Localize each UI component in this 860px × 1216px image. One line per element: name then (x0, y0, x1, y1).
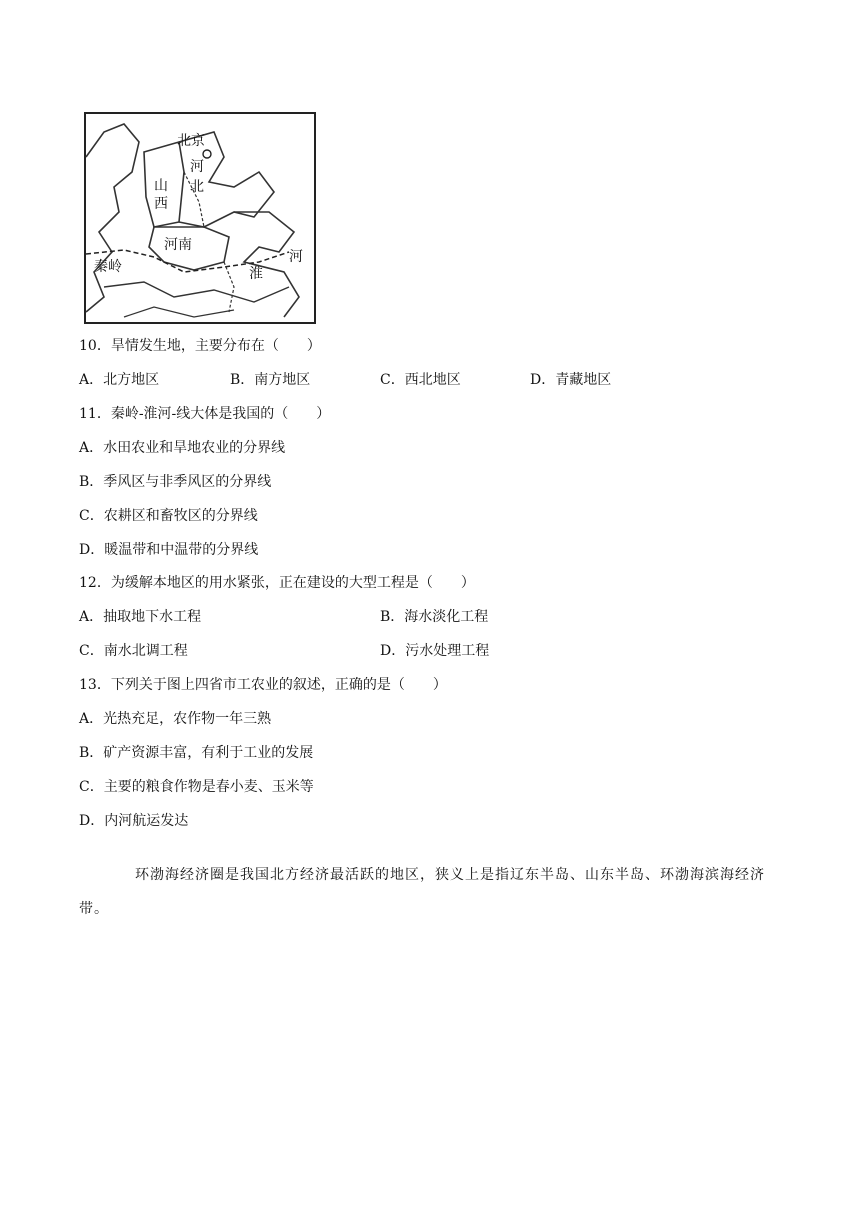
question-11-option-c: C．农耕区和畜牧区的分界线 (79, 508, 258, 524)
question-11-option-a: A．水田农业和旱地农业的分界线 (79, 440, 286, 456)
map-label-shanxi-2: 西 (154, 196, 168, 212)
question-13-stem: 13．下列关于图上四省市工农业的叙述，正确的是（ ） (79, 677, 447, 693)
question-12-option-d: D．污水处理工程 (380, 643, 490, 659)
question-13-option-b: B．矿产资源丰富，有利于工业的发展 (79, 745, 314, 761)
question-12-option-a: A．抽取地下水工程 (79, 609, 202, 625)
question-10-option-d: D．青藏地区 (530, 372, 612, 388)
question-11-option-b: B．季风区与非季风区的分界线 (79, 474, 272, 490)
question-13-option-a: A．光热充足，农作物一年三熟 (79, 711, 272, 727)
map-label-henan: 河南 (164, 237, 192, 253)
map-label-hebei-2: 北 (190, 179, 204, 195)
map-label-beijing: 北京 (177, 133, 205, 149)
map-label-huai: 淮 (249, 266, 263, 282)
question-11-option-d: D．暖温带和中温带的分界线 (79, 542, 259, 558)
question-10-option-a: A．北方地区 (79, 372, 160, 388)
question-12-option-b: B．海水淡化工程 (380, 609, 489, 625)
map-label-he: 河 (289, 249, 303, 265)
map-label-qinling: 秦岭 (94, 259, 122, 275)
question-12-option-c: C．南水北调工程 (79, 643, 188, 659)
question-13-option-c: C．主要的粮食作物是春小麦、玉米等 (79, 779, 314, 795)
question-13-option-d: D．内河航运发达 (79, 813, 189, 829)
question-10-option-b: B．南方地区 (230, 372, 311, 388)
region-map (84, 112, 316, 324)
question-11-stem: 11．秦岭-淮河-线大体是我国的（ ） (79, 406, 331, 422)
map-label-hebei-1: 河 (190, 159, 204, 175)
map-label-shanxi-1: 山 (154, 178, 168, 194)
question-10-option-c: C．西北地区 (380, 372, 461, 388)
passage-text: 环渤海经济圈是我国北方经济最活跃的地区，狭义上是指辽东半岛、山东半岛、环渤海滨海经济带。 (79, 867, 765, 917)
question-10-stem: 10．旱情发生地，主要分布在（ ） (79, 338, 321, 354)
question-12-stem: 12．为缓解本地区的用水紧张，正在建设的大型工程是（ ） (79, 575, 475, 591)
